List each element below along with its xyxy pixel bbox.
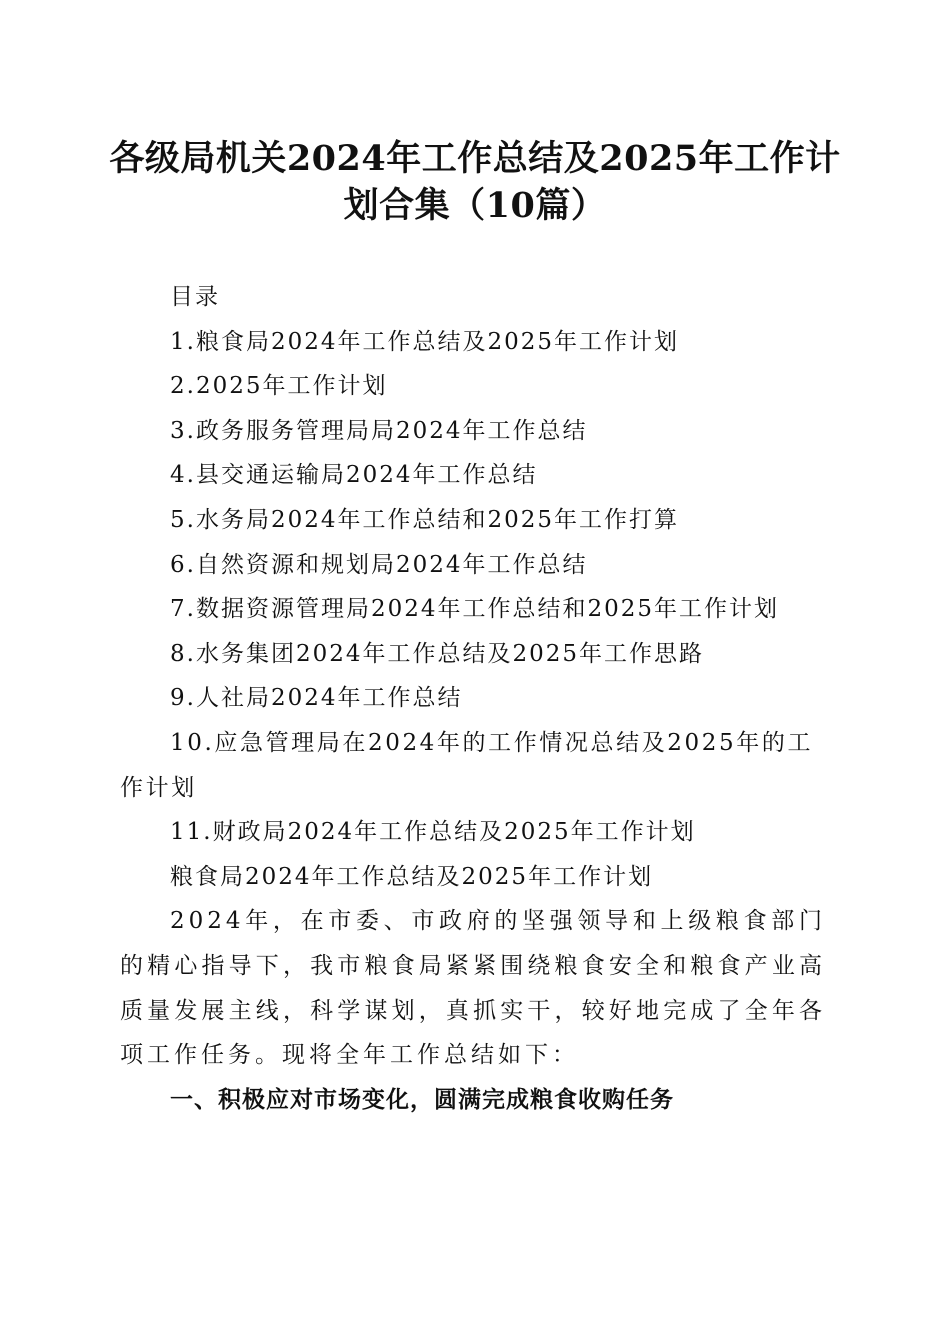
toc-item-5: 5.水务局2024年工作总结和2025年工作打算: [170, 506, 680, 533]
section-title: 粮食局2024年工作总结及2025年工作计划: [170, 863, 654, 890]
toc-item-7: 7.数据资源管理局2024年工作总结和2025年工作计划: [170, 596, 780, 623]
toc-item-4: 4.县交通运输局2024年工作总结: [170, 462, 538, 489]
toc-item-8: 8.水务集团2024年工作总结及2025年工作思路: [170, 640, 705, 667]
toc-item-11: 11.财政局2024年工作总结及2025年工作计划: [170, 819, 696, 846]
toc-item-6: 6.自然资源和规划局2024年工作总结: [170, 551, 588, 578]
document-title: 各级局机关2024年工作总结及2025年工作计划合集（10篇）: [109, 138, 841, 226]
intro-paragraph: 2024年，在市委、市政府的坚强领导和上级粮食部门的精心指导下，我市粮食局紧紧围绕粮食安全和粮食产业高质量发展主线，科学谋划，真抓实干，较好地完成了全年各项工作任务。现将全年工作总结如下：: [120, 908, 826, 1069]
toc-item-2: 2.2025年工作计划: [170, 373, 388, 400]
toc-heading: 目录: [170, 284, 220, 310]
toc-item-9: 9.人社局2024年工作总结: [170, 685, 463, 712]
toc-item-10: 10.应急管理局在2024年的工作情况总结及2025年的工作计划: [120, 729, 814, 801]
toc-item-3: 3.政务服务管理局局2024年工作总结: [170, 417, 588, 444]
document-body: [120, 275, 826, 1122]
section-heading-1: 一、积极应对市场变化，圆满完成粮食收购任务: [170, 1086, 674, 1113]
toc-item-1: 1.粮食局2024年工作总结及2025年工作计划: [170, 328, 680, 355]
